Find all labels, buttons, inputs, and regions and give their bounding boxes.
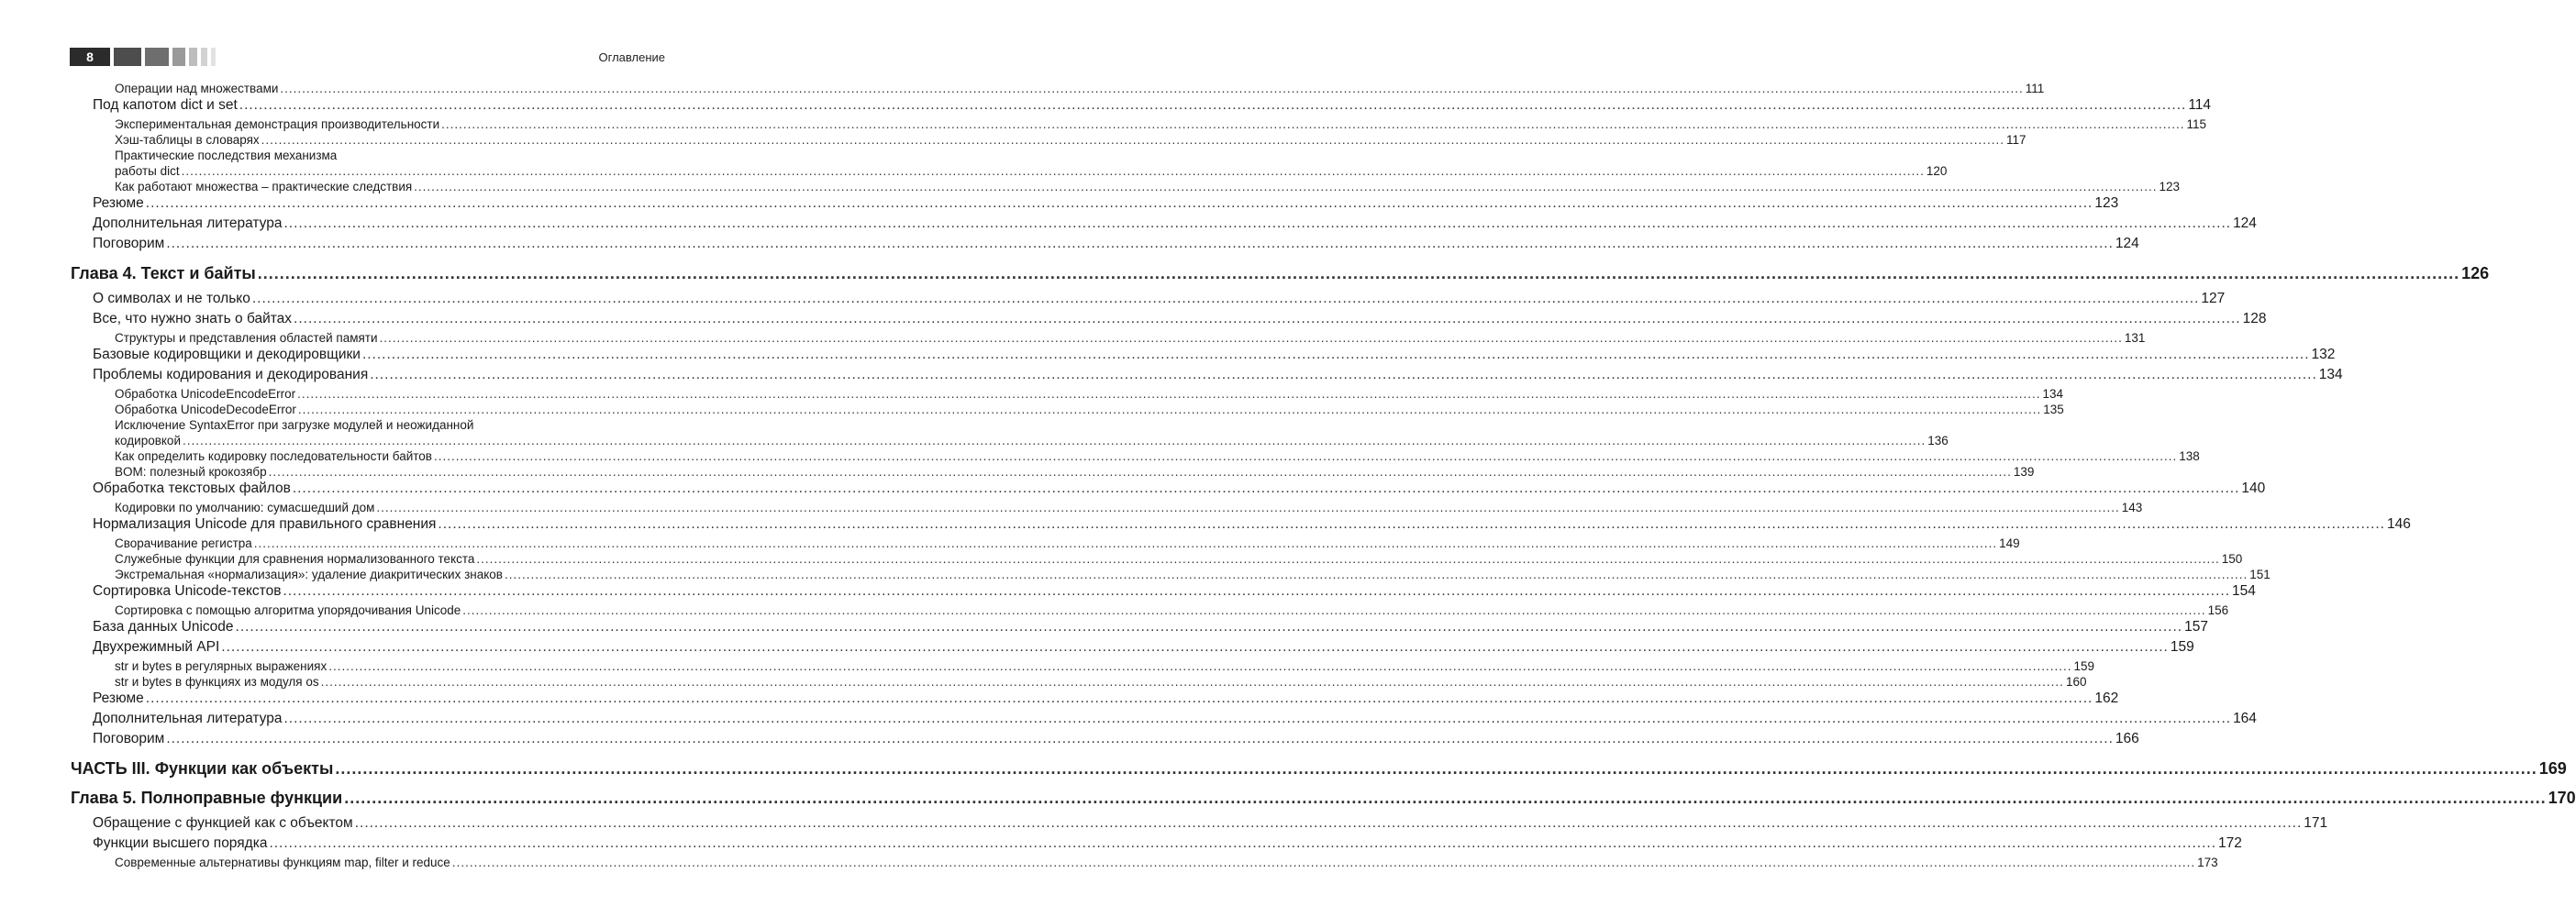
toc-page-number: 134 <box>2318 367 2343 382</box>
dot-leader: ................................................................................................................................................................................................................................................................................................................................................................................................................ <box>476 552 2220 566</box>
decorative-bar <box>201 48 207 66</box>
toc-title: Экстремальная «нормализация»: удаление диакритических знаков <box>115 568 503 581</box>
dot-leader: ................................................................................................................................................................................................................................................................................................................................................................................................................ <box>361 347 2310 362</box>
toc-section[interactable] <box>71 290 2226 310</box>
dot-leader: ................................................................................................................................................................................................................................................................................................................................................................................................................ <box>379 331 2123 345</box>
toc-title: Обработка UnicodeEncodeError <box>115 387 296 401</box>
toc-subsection[interactable] <box>71 179 2180 194</box>
dot-leader: ................................................................................................................................................................................................................................................................................................................................................................................................................ <box>166 731 2114 746</box>
toc-title: BOM: полезный крокозябр <box>115 465 267 479</box>
toc-page-number: 126 <box>2461 264 2490 282</box>
dot-leader: ................................................................................................................................................................................................................................................................................................................................................................................................................ <box>257 264 2460 282</box>
spacer <box>71 255 664 262</box>
toc-subsection[interactable] <box>71 658 2095 674</box>
toc-section[interactable] <box>71 235 2139 255</box>
dot-leader: ................................................................................................................................................................................................................................................................................................................................................................................................................ <box>354 815 2303 831</box>
toc-page-number: 149 <box>1999 536 2020 550</box>
toc-title: Кодировки по умолчанию: сумасшедший дом <box>115 501 375 514</box>
dot-leader: ................................................................................................................................................................................................................................................................................................................................................................................................................ <box>269 835 2216 851</box>
toc-page-number: 123 <box>2094 195 2119 211</box>
toc-page-number: 159 <box>2073 659 2095 673</box>
toc-section[interactable] <box>71 515 2411 536</box>
toc-title: Поговорим <box>93 236 165 251</box>
toc-subsection[interactable] <box>71 500 2143 515</box>
toc-page-number: 171 <box>2304 815 2328 831</box>
toc-section[interactable] <box>71 582 2256 602</box>
dot-leader: ................................................................................................................................................................................................................................................................................................................................................................................................................ <box>182 434 1926 447</box>
dot-leader: ................................................................................................................................................................................................................................................................................................................................................................................................................ <box>414 180 2158 193</box>
dot-leader: ................................................................................................................................................................................................................................................................................................................................................................................................................ <box>283 711 2232 726</box>
toc-section[interactable] <box>71 366 2343 386</box>
dot-leader: ................................................................................................................................................................................................................................................................................................................................................................................................................ <box>145 195 2093 211</box>
dot-leader: ................................................................................................................................................................................................................................................................................................................................................................................................................ <box>297 403 2042 416</box>
toc-title: Структуры и представления областей памяти <box>115 331 378 345</box>
dot-leader: ................................................................................................................................................................................................................................................................................................................................................................................................................ <box>328 659 2072 673</box>
toc-subsection-title-line: Исключение SyntaxError при загрузке модулей и неожиданной <box>115 418 474 432</box>
toc-section[interactable] <box>71 834 2242 855</box>
toc-section[interactable] <box>71 618 2208 638</box>
toc-page-number: 146 <box>2386 516 2411 532</box>
toc-section[interactable] <box>71 194 2119 215</box>
toc-page-number: 151 <box>2249 568 2271 581</box>
toc-page-number: 164 <box>2233 711 2257 726</box>
toc-title: Обработка текстовых файлов <box>93 481 291 496</box>
toc-title: Все, что нужно знать о байтах <box>93 311 293 326</box>
dot-leader: ................................................................................................................................................................................................................................................................................................................................................................................................................ <box>297 387 2041 401</box>
page-number: 8 <box>70 48 110 66</box>
toc-section[interactable] <box>71 480 2266 500</box>
toc-title: Обработка UnicodeDecodeError <box>115 403 296 416</box>
toc-page-number: 115 <box>2186 117 2206 131</box>
toc-title: Нормализация Unicode для правильного сравнения <box>93 516 437 532</box>
dot-leader: ................................................................................................................................................................................................................................................................................................................................................................................................................ <box>320 675 2064 689</box>
toc-subsection[interactable] <box>71 464 2035 480</box>
dot-leader: ................................................................................................................................................................................................................................................................................................................................................................................................................ <box>441 117 2185 131</box>
toc-title: Базовые кодировщики и декодировщики <box>93 347 361 362</box>
toc-section[interactable] <box>71 814 2328 834</box>
dot-leader: ................................................................................................................................................................................................................................................................................................................................................................................................................ <box>433 449 2178 463</box>
toc-page-number: 159 <box>2170 639 2194 655</box>
toc-page-number: 173 <box>2197 856 2218 869</box>
toc-page-number: 127 <box>2201 291 2226 306</box>
toc-page-number: 138 <box>2179 449 2200 463</box>
toc-title: Поговорим <box>93 731 165 746</box>
toc-page-number: 117 <box>2005 133 2026 147</box>
toc-page-number: 150 <box>2221 552 2243 566</box>
dot-leader: ................................................................................................................................................................................................................................................................................................................................................................................................................ <box>370 367 2317 382</box>
toc-title: Глава 5. Полноправные функции <box>71 789 343 807</box>
toc-page-number: 135 <box>2043 403 2064 416</box>
toc-section[interactable] <box>71 346 2336 366</box>
toc-page-number: 170 <box>2548 789 2576 807</box>
toc-title: str и bytes в функциях из модуля os <box>115 675 319 689</box>
table-of-contents <box>71 81 2576 870</box>
toc-page-number: 154 <box>2232 583 2256 599</box>
toc-title: Экспериментальная демонстрация производительности <box>115 117 440 131</box>
decorative-bar <box>211 48 216 66</box>
toc-subsection[interactable] <box>71 536 2020 551</box>
spacer <box>71 779 664 787</box>
toc-section[interactable] <box>71 710 2257 730</box>
toc-title: str и bytes в регулярных выражениях <box>115 659 328 673</box>
toc-title: Глава 4. Текст и байты <box>71 264 256 282</box>
toc-subsection[interactable] <box>71 567 2271 582</box>
toc-page-number: 134 <box>2042 387 2063 401</box>
toc-title: Функции высшего порядка <box>93 835 268 851</box>
toc-chapter[interactable] <box>71 757 2567 779</box>
toc-title: Сортировка Unicode-текстов <box>93 583 282 599</box>
toc-title: Проблемы кодирования и декодирования <box>93 367 369 382</box>
toc-page-number: 132 <box>2311 347 2336 362</box>
dot-leader: ................................................................................................................................................................................................................................................................................................................................................................................................................ <box>268 465 2012 479</box>
toc-title: Служебные функции для сравнения нормализованного текста <box>115 552 475 566</box>
dot-leader: ................................................................................................................................................................................................................................................................................................................................................................................................................ <box>145 691 2093 706</box>
toc-page-number: 114 <box>2188 97 2212 113</box>
dot-leader: ................................................................................................................................................................................................................................................................................................................................................................................................................ <box>438 516 2385 532</box>
toc-page-number: 160 <box>2065 675 2087 689</box>
toc-page-number: 131 <box>2124 331 2146 345</box>
toc-page-number: 162 <box>2094 691 2119 706</box>
toc-title: База данных Unicode <box>93 619 234 635</box>
toc-page-number: 124 <box>2233 215 2257 231</box>
toc-subsection[interactable] <box>71 330 2146 346</box>
toc-title: Операции над множествами <box>115 82 279 95</box>
toc-title: кодировкой <box>115 434 181 447</box>
decorative-bar <box>189 48 197 66</box>
decorative-bar <box>114 48 141 66</box>
toc-subsection-title-line: Практические последствия механизма <box>115 149 338 162</box>
toc-page-number: 124 <box>2115 236 2139 251</box>
toc-section[interactable] <box>71 730 2139 750</box>
toc-subsection[interactable] <box>71 674 2087 690</box>
decorative-bar <box>172 48 185 66</box>
toc-subsection[interactable] <box>71 602 2229 618</box>
toc-page-number: 120 <box>1926 164 1948 178</box>
toc-page-number: 128 <box>2242 311 2267 326</box>
dot-leader: ................................................................................................................................................................................................................................................................................................................................................................................................................ <box>283 583 2230 599</box>
dot-leader: ................................................................................................................................................................................................................................................................................................................................................................................................................ <box>283 215 2232 231</box>
decorative-bar <box>145 48 169 66</box>
toc-title: Двухрежимный API <box>93 639 220 655</box>
dot-leader: ................................................................................................................................................................................................................................................................................................................................................................................................................ <box>504 568 2248 581</box>
toc-section[interactable] <box>71 215 2257 235</box>
toc-page-number: 123 <box>2159 180 2180 193</box>
dot-leader: ................................................................................................................................................................................................................................................................................................................................................................................................................ <box>462 603 2206 617</box>
toc-title: Как определить кодировку последовательности байтов <box>115 449 432 463</box>
toc-title: Резюме <box>93 691 144 706</box>
dot-leader: ................................................................................................................................................................................................................................................................................................................................................................................................................ <box>344 789 2547 807</box>
dot-leader: ................................................................................................................................................................................................................................................................................................................................................................................................................ <box>335 759 2537 778</box>
toc-section[interactable] <box>71 690 2119 710</box>
toc-subsection[interactable] <box>71 132 2026 148</box>
toc-page-number: 111 <box>2025 82 2045 95</box>
dot-leader: ................................................................................................................................................................................................................................................................................................................................................................................................................ <box>221 639 2169 655</box>
toc-subsection[interactable] <box>71 855 2218 870</box>
page-header <box>0 48 734 66</box>
toc-page-number: 157 <box>2184 619 2208 635</box>
toc-title: Как работают множества – практические следствия <box>115 180 413 193</box>
toc-page-number: 166 <box>2115 731 2139 746</box>
toc-title: Современные альтернативы функциям map, filter и reduce <box>115 856 450 869</box>
toc-page-number: 140 <box>2241 481 2266 496</box>
toc-title: Сворачивание регистра <box>115 536 252 550</box>
toc-subsection[interactable] <box>71 433 1949 448</box>
toc-subsection[interactable] <box>71 448 2200 464</box>
toc-subsection[interactable] <box>71 551 2243 567</box>
toc-subsection[interactable] <box>71 116 2206 132</box>
dot-leader: ................................................................................................................................................................................................................................................................................................................................................................................................................ <box>239 97 2187 113</box>
toc-title: Хэш-таблицы в словарях <box>115 133 260 147</box>
toc-page-number: 136 <box>1927 434 1949 447</box>
toc-subsection[interactable] <box>71 386 2063 402</box>
running-title: Оглавление <box>598 50 665 64</box>
spacer <box>71 750 664 757</box>
toc-title: О символах и не только <box>93 291 250 306</box>
dot-leader: ................................................................................................................................................................................................................................................................................................................................................................................................................ <box>292 481 2240 496</box>
toc-section[interactable] <box>71 310 2267 330</box>
dot-leader: ................................................................................................................................................................................................................................................................................................................................................................................................................ <box>166 236 2114 251</box>
toc-title: Обращение с функцией как с объектом <box>93 815 353 831</box>
dot-leader: ................................................................................................................................................................................................................................................................................................................................................................................................................ <box>181 164 1925 178</box>
toc-chapter[interactable] <box>71 787 2576 809</box>
toc-page-number: 169 <box>2538 759 2567 778</box>
toc-section[interactable] <box>71 638 2194 658</box>
toc-title: Резюме <box>93 195 144 211</box>
dot-leader: ................................................................................................................................................................................................................................................................................................................................................................................................................ <box>261 133 2004 147</box>
dot-leader: ................................................................................................................................................................................................................................................................................................................................................................................................................ <box>376 501 2120 514</box>
toc-title: Сортировка с помощью алгоритма упорядочивания Unicode <box>115 603 461 617</box>
toc-page-number: 139 <box>2013 465 2035 479</box>
dot-leader: ................................................................................................................................................................................................................................................................................................................................................................................................................ <box>294 311 2241 326</box>
toc-title: Дополнительная литература <box>93 215 283 231</box>
toc-subsection[interactable] <box>71 81 2045 96</box>
toc-title: работы dict <box>115 164 180 178</box>
toc-section[interactable] <box>71 96 2212 116</box>
toc-chapter[interactable] <box>71 262 2490 284</box>
toc-subsection[interactable] <box>71 402 2064 417</box>
toc-title: ЧАСТЬ III. Функции как объекты <box>71 759 334 778</box>
toc-title: Дополнительная литература <box>93 711 283 726</box>
dot-leader: ................................................................................................................................................................................................................................................................................................................................................................................................................ <box>235 619 2183 635</box>
dot-leader: ................................................................................................................................................................................................................................................................................................................................................................................................................ <box>280 82 2024 95</box>
toc-page-number: 156 <box>2207 603 2229 617</box>
dot-leader: ................................................................................................................................................................................................................................................................................................................................................................................................................ <box>451 856 2196 869</box>
dot-leader: ................................................................................................................................................................................................................................................................................................................................................................................................................ <box>253 536 1998 550</box>
toc-title: Под капотом dict и set <box>93 97 238 113</box>
toc-subsection[interactable] <box>71 163 1948 179</box>
dot-leader: ................................................................................................................................................................................................................................................................................................................................................................................................................ <box>251 291 2200 306</box>
toc-page-number: 143 <box>2121 501 2143 514</box>
toc-page-number: 172 <box>2218 835 2242 851</box>
